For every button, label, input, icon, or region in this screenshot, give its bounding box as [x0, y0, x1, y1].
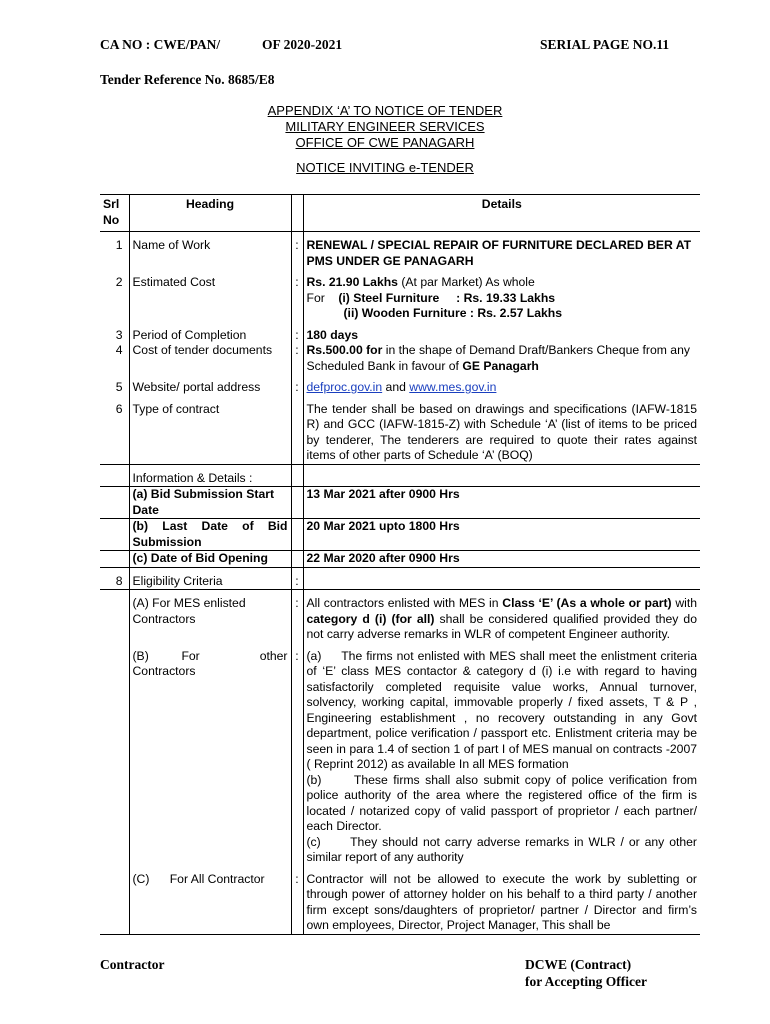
row-heading: Website/ portal address: [129, 380, 291, 396]
other-contractors-criteria: (a) The firms not enlisted with MES shall meet the enlistment criteria of ‘E’ class MES contactor & category d (i) i.e with regard to having satisfactorily completed requisite value works, Annual turnover, solvency, working capital, immovable properly / fixed assets, T & P , Engineering establishment , no recovery outstanding in any Govt department, police verification / passport etc. Enlistment criteria may be seen in para 1.4 of section 1 of part I of MES manual on contracts -2007 ( Reprint 2012) as available In all MES formation (b) These firms shall also submit copy of police verification from police authority of the area where the registered office of the firm is located / notarized copy of valid passport of proprietor / each partner/ each Director. (c) They should not carry adverse remarks in WLR / or any other similar report of any authority: [306, 648, 704, 864]
name-of-work: RENEWAL / SPECIAL REPAIR OF FURNITURE DECLARED BER AT PMS UNDER GE PANAGARH: [306, 238, 692, 268]
type-of-contract: The tender shall be based on drawings and specifications (IAFW-1815 R) and GCC (IAFW-1815-Z) with Schedule ‘A’ (list of items to be priced by tenderer, The tenderers are required to quote their rates against items of other parts of Schedule ‘A’ (BOQ): [303, 402, 700, 465]
mes-link[interactable]: www.mes.gov.in: [409, 380, 497, 394]
row-separator: [291, 402, 303, 465]
table-row: [100, 649, 700, 866]
contractor-signature-label: Contractor: [100, 957, 165, 972]
row-number: 8: [100, 574, 129, 590]
estimated-cost: Rs. 21.90 Lakhs (At par Market) As whole For (i) Steel Furniture : Rs. 19.33 Lakhs (ii) Wooden Furniture : Rs. 2.57 Lakhs: [306, 275, 562, 320]
all-contractor-label: (C) For All Contractor: [129, 872, 291, 935]
mes-enlisted-criteria: All contractors enlisted with MES in Class ‘E’ (As a whole or part) with category d (i) (for all) shall be considered qualified provided they do not carry adverse remarks in WLR of competent Engineer authority.: [306, 596, 697, 641]
table-header-row: [100, 195, 700, 232]
bid-last-date-label: (b) Last Date of Bid Submission: [129, 519, 291, 551]
table-row: [100, 596, 700, 643]
row-separator: :: [291, 380, 303, 396]
row-number: 3: [100, 328, 129, 344]
defproc-link[interactable]: defproc.gov.in: [306, 380, 383, 394]
row-heading: Estimated Cost: [129, 275, 291, 322]
table-row: [100, 487, 700, 519]
bid-opening-label: (c) Date of Bid Opening: [129, 551, 291, 568]
title-appendix: APPENDIX ‘A’ TO NOTICE OF TENDER: [267, 103, 503, 118]
row-separator: :: [291, 238, 303, 269]
row-heading: Information & Details :: [129, 471, 291, 487]
table-row: [100, 872, 700, 935]
table-row: [100, 574, 700, 590]
row-heading: Name of Work: [129, 238, 291, 269]
header-srl-no: Srl No: [100, 195, 129, 232]
tender-reference: Tender Reference No. 8685/E8: [100, 72, 275, 87]
table-row: [100, 380, 700, 396]
tender-details-table: [100, 194, 704, 935]
all-contractor-criteria: Contractor will not be allowed to execute the work by subletting or through power of attorney holder on his behalf to a third party / another firm except sons/daughters of proprietor/ partner / Director and firm’s own employees, Director, Project Manager, This shall be: [303, 872, 700, 935]
row-separator: :: [291, 275, 303, 322]
row-separator: :: [291, 872, 303, 935]
contract-year: OF 2020-2021: [262, 37, 343, 52]
header-details: Details: [303, 195, 700, 232]
mes-enlisted-label: (A) For MES enlisted Contractors: [129, 596, 291, 643]
row-number: 4: [100, 343, 129, 374]
row-heading: Cost of tender documents: [129, 343, 291, 374]
title-notice: NOTICE INVITING e-TENDER: [296, 160, 474, 175]
portal-address: defproc.gov.in and www.mes.gov.in: [306, 380, 497, 394]
table-row: [100, 275, 700, 322]
bid-opening-date: 22 Mar 2020 after 0900 Hrs: [303, 551, 700, 568]
row-number: 5: [100, 380, 129, 396]
title-office: OFFICE OF CWE PANAGARH: [295, 135, 475, 150]
row-separator: :: [291, 574, 303, 590]
header-separator: [291, 195, 303, 232]
accepting-officer-label: for Accepting Officer: [525, 974, 647, 989]
row-separator: :: [291, 649, 303, 866]
bid-last-date: 20 Mar 2021 upto 1800 Hrs: [303, 519, 700, 551]
row-heading: Eligibility Criteria: [129, 574, 291, 590]
table-row: [100, 551, 700, 568]
bid-start-label: (a) Bid Submission Start Date: [129, 487, 291, 519]
tender-document-cost: Rs.500.00 for in the shape of Demand Draft/Bankers Cheque from any Scheduled Bank in favour of GE Panagarh: [306, 343, 690, 373]
row-separator: :: [291, 343, 303, 374]
table-row: [100, 238, 700, 269]
dcwe-signature-label: DCWE (Contract): [525, 957, 632, 972]
row-heading: Period of Completion: [129, 328, 291, 344]
ca-number: CA NO : CWE/PAN/: [100, 37, 221, 52]
bid-start-date: 13 Mar 2021 after 0900 Hrs: [303, 487, 700, 519]
title-mes: MILITARY ENGINEER SERVICES: [285, 119, 485, 134]
other-contractors-label: (B) For other Contractors: [129, 649, 291, 866]
table-row: [100, 471, 700, 487]
period-of-completion: 180 days: [306, 327, 358, 342]
row-number: 2: [100, 275, 129, 322]
header-heading: Heading: [129, 195, 291, 232]
document-title: [0, 103, 770, 176]
table-row: [100, 519, 700, 551]
row-number: 1: [100, 238, 129, 269]
row-separator: :: [291, 596, 303, 643]
row-number: 6: [100, 402, 129, 465]
row-heading: Type of contract: [129, 402, 291, 465]
table-row: [100, 328, 700, 344]
table-row: [100, 402, 700, 465]
table-row: [100, 343, 700, 374]
serial-page-number: SERIAL PAGE NO.11: [540, 37, 670, 52]
row-separator: :: [291, 328, 303, 344]
